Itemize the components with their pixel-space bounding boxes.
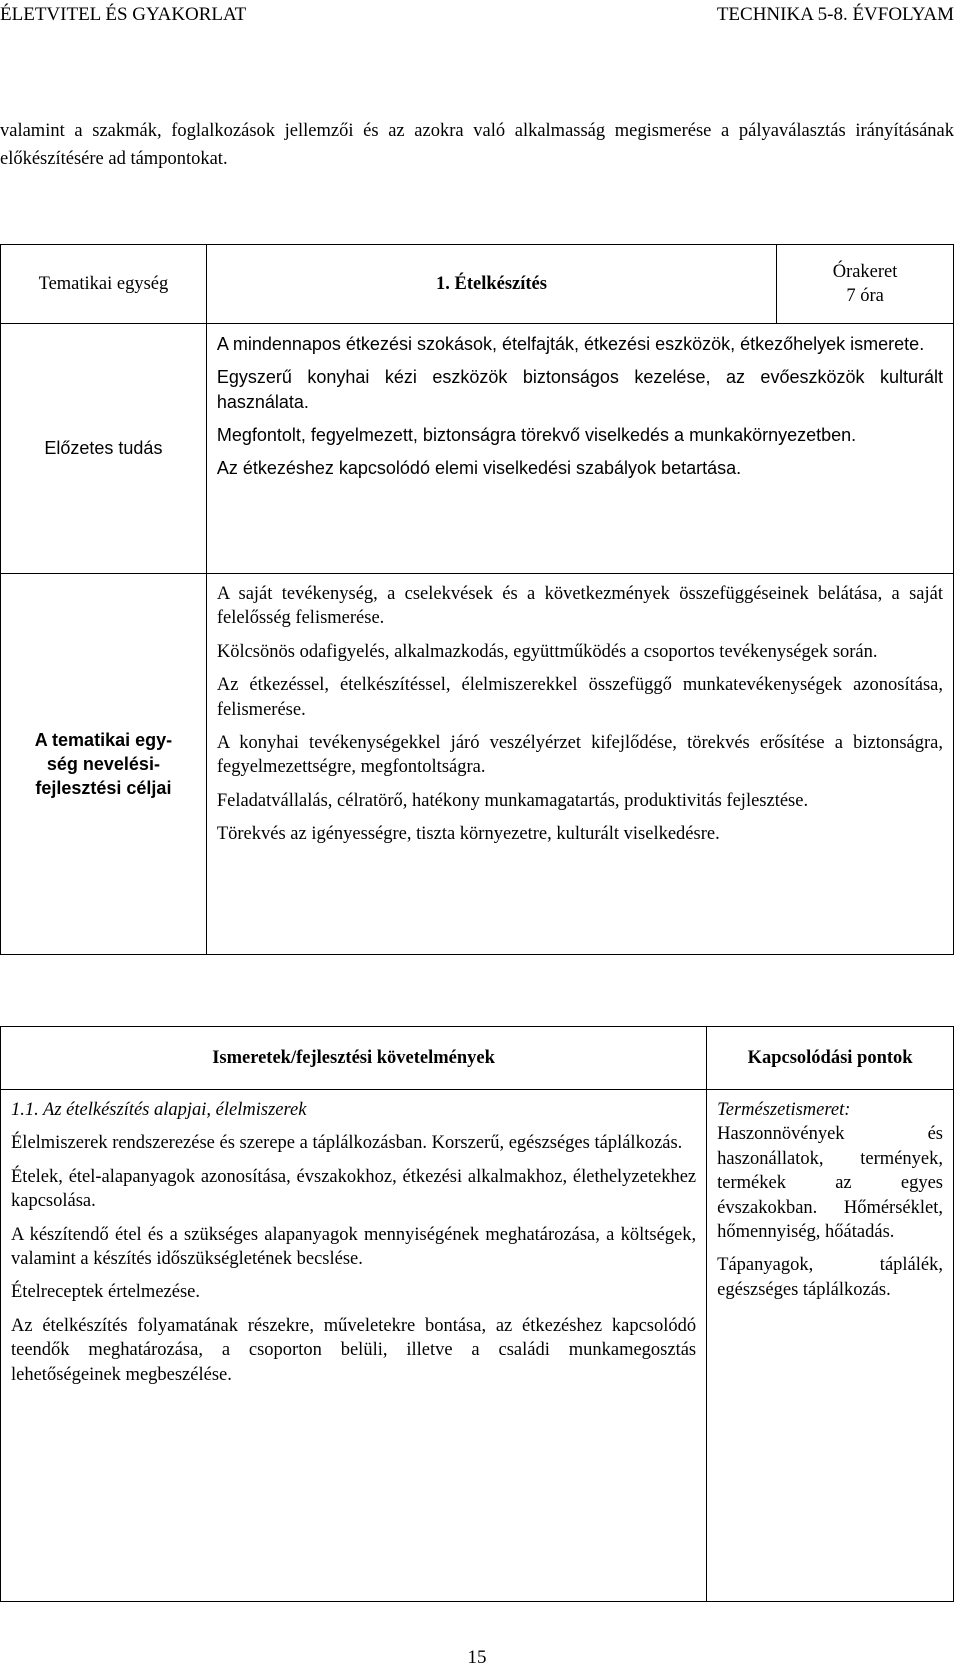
req-item: Élelmiszerek rendszerezése és szerepe a táplálkozásban. Korszerű, egészséges táplálkozás. — [11, 1133, 683, 1154]
unit-label: Tematikai egység — [38, 273, 169, 294]
header-right: TECHNIKA 5-8. ÉVFOLYAM — [716, 4, 954, 25]
prior-item: Egyszerű konyhai kézi eszközök biztonságos kezelése, az evőeszközök kulturált használata. — [216, 367, 943, 412]
goals-label-line: ség nevelési- — [46, 753, 160, 774]
req-item: A készítendő étel és a szükséges alapanyagok mennyiségének meghatározása, a költségek, valamint a készítés időszükségletének becslése. — [11, 1224, 697, 1270]
goal-item: Kölcsönös odafigyelés, alkalmazkodás, együttműködés a csoportos tevékenységek során. — [216, 641, 878, 662]
links-content-cell — [707, 1090, 954, 1602]
page-number: 15 — [467, 1647, 487, 1668]
links-subject: Természetismeret: — [717, 1100, 851, 1120]
goals-label-cell — [1, 574, 207, 955]
req-header: Ismeretek/fejlesztési követelmények — [212, 1047, 495, 1068]
goal-item: Törekvés az igényességre, tiszta környezetre, kulturált viselkedésre. — [216, 824, 720, 845]
goal-item: A konyhai tevékenységekkel járó veszélyérzet kifejlődése, törekvés erősítése a biztonságra, fegyelmezettségre, megfontoltságra. — [216, 733, 943, 778]
intro-paragraph: valamint a szakmák, foglalkozások jellemzői és az azokra való alkalmasság megismerése a pályaválasztás irányításának előkészítésére ad támpontokat. — [0, 121, 954, 169]
prior-item: A mindennapos étkezési szokások, ételfajták, étkezési eszközök, étkezőhelyek ismerete. — [216, 334, 925, 354]
links-header-cell — [707, 1027, 954, 1090]
requirements-table — [0, 1026, 954, 1602]
hours-label: Órakeret — [832, 261, 898, 282]
goals-label-line: fejlesztési céljai — [35, 778, 172, 799]
goals-content-cell — [206, 574, 953, 955]
links-item: Tápanyagok, táplálék, egészséges táplálkozás. — [717, 1255, 943, 1300]
goal-item: Az étkezéssel, ételkészítéssel, élelmiszerekkel összefüggő munkatevékenységek azonosítása, felismerése. — [216, 675, 943, 720]
links-item: Haszonnövények és haszonállatok, termények, termékek az egyes évszakokban. Hőmérséklet, hőmennyiség, hőátadás. — [717, 1124, 943, 1243]
unit-table — [0, 244, 954, 955]
req-item: Ételreceptek értelmezése. — [11, 1282, 200, 1303]
prior-label-cell — [1, 324, 207, 574]
goal-item: A saját tevékenység, a cselekvések és a következmények összefüggéseinek belátása, a saját felelősség felismerése. — [216, 584, 943, 629]
goals-label-line: A tematikai egy- — [34, 729, 173, 750]
prior-content-cell — [206, 324, 953, 574]
req-item: Az ételkészítés folyamatának részekre, műveletekre bontása, az étkezéshez kapcsolódó teendők meghatározása, a csoporton belüli, illetve a családi munkamegosztás lehetőségeinek megbeszélése. — [11, 1315, 697, 1385]
req-header-cell — [1, 1027, 707, 1090]
hours-cell — [777, 245, 954, 324]
req-content-cell — [1, 1090, 707, 1602]
header-left: ÉLETVITEL ÉS GYAKORLAT — [0, 4, 247, 25]
prior-item: Megfontolt, fegyelmezett, biztonságra törekvő viselkedés a munkakörnyezetben. — [216, 424, 857, 445]
unit-title: 1. Ételkészítés — [435, 273, 547, 294]
hours-value: 7 óra — [846, 286, 884, 306]
unit-label-cell — [1, 245, 207, 324]
page-header — [0, 2, 954, 27]
req-item: Ételek, étel-alapanyagok azonosítása, évszakokhoz, étkezési alkalmakhoz, élethelyzetekhez kapcsolása. — [11, 1166, 697, 1212]
goal-item: Feladatvállalás, célratörő, hatékony munkamagatartás, produktivitás fejlesztése. — [216, 790, 809, 811]
links-header: Kapcsolódási pontok — [747, 1047, 913, 1068]
prior-label: Előzetes tudás — [44, 438, 163, 459]
prior-item: Az étkezéshez kapcsolódó elemi viselkedési szabályok betartása. — [216, 458, 742, 479]
unit-title-cell — [206, 245, 776, 324]
section-title: 1.1. Az ételkészítés alapjai, élelmiszerek — [11, 1100, 307, 1120]
